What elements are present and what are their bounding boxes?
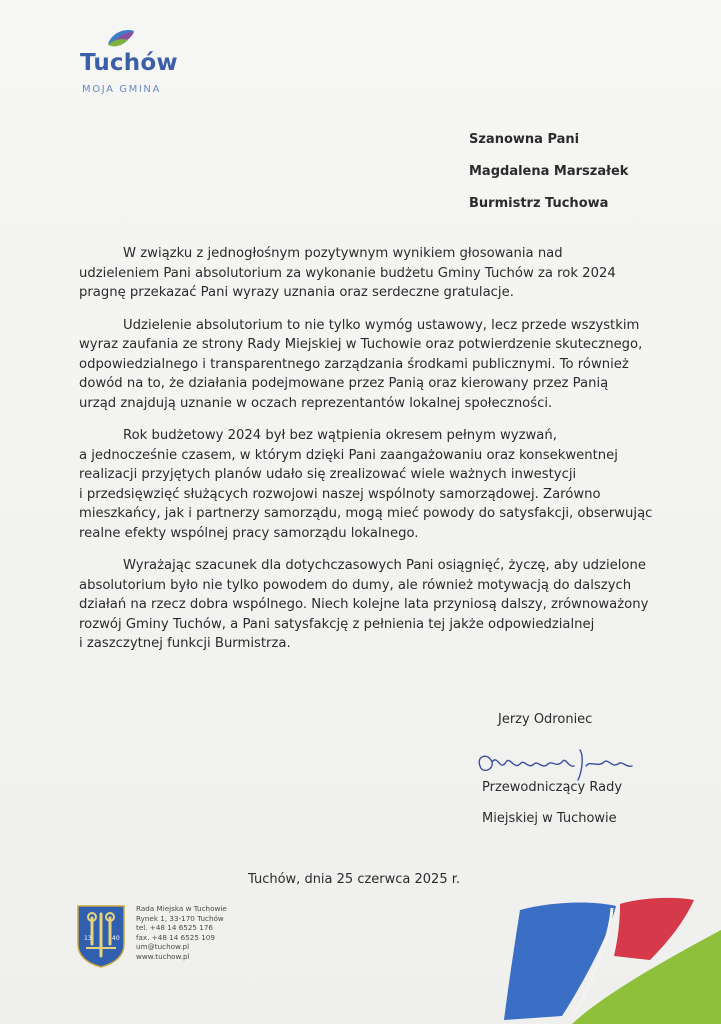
addressee-block [469, 124, 628, 220]
signatory-title-line2: Miejskiej w Tuchowie [482, 811, 617, 826]
text-line: i zaszczytnej funkcji Burmistrza. [79, 636, 291, 651]
footer-contact-info [136, 904, 227, 962]
handwritten-signature [470, 736, 650, 786]
text-line: a jednocześnie czasem, w którym dzięki Pani zaangażowaniu oraz konsekwentnej [79, 447, 618, 463]
letter-body [79, 244, 653, 667]
text-line: W związku z jednogłośnym pozytywnym wynikiem głosowania nad [123, 246, 563, 261]
paragraph-2 [79, 316, 643, 414]
logo-subtitle: MOJA GMINA [82, 84, 161, 95]
addressee-name: Magdalena Marszałek [469, 164, 629, 179]
footer-org: Rada Miejska w Tuchowie [136, 904, 227, 913]
svg-text:13: 13 [84, 935, 92, 942]
logo-name: Tuchów [80, 50, 178, 76]
footer-website: www.tuchow.pl [136, 951, 190, 961]
text-line: i przedsięwzięć służących rozwojowi naszej wspólnoty samorządowej. Zarówno [79, 486, 601, 502]
addressee-title: Burmistrz Tuchowa [469, 196, 609, 211]
text-line: realizacji przyjętych planów udało się zrealizować wiele ważnych inwestycji [79, 467, 577, 482]
decorative-ribbons-graphic [480, 878, 721, 1024]
signatory-title-line1: Przewodniczący Rady [482, 780, 623, 795]
text-line: odpowiedzialnego i transparentnego zarządzania środkami publicznymi. To również [79, 356, 629, 372]
footer-email: um@tuchow.pl [136, 942, 190, 952]
date-place-line: Tuchów, dnia 25 czerwca 2025 r. [248, 872, 461, 887]
text-line: Rok budżetowy 2024 był bez wątpienia okresem pełnym wyzwań, [123, 428, 557, 443]
text-line: wyraz zaufania ze strony Rady Miejskiej w Tuchowie oraz potwierdzenie skutecznego, [79, 337, 643, 352]
coat-of-arms-icon [76, 904, 126, 968]
text-line: urząd znajdują uznanie w oczach reprezentantów lokalnej społeczności. [79, 395, 553, 411]
svg-text:40: 40 [112, 935, 120, 942]
text-line: udzieleniem Pani absolutorium za wykonanie budżetu Gminy Tuchów za rok 2024 [79, 265, 616, 281]
tuchow-logo [80, 28, 178, 103]
text-line: absolutorium było nie tylko powodem do dumy, ale również motywacją do dalszych [79, 577, 632, 593]
paragraph-3 [79, 426, 653, 543]
addressee-salutation: Szanowna Pani [469, 132, 580, 147]
text-line: pragnę przekazać Pani wyrazy uznania oraz serdeczne gratulacje. [79, 285, 514, 300]
text-line: dowód na to, że działania podejmowane przez Panią oraz kierowany przez Panią [79, 376, 609, 391]
text-line: Wyrażając szacunek dla dotychczasowych Pani osiągnięć, życzę, aby udzielone [123, 558, 646, 573]
text-line: działań na rzecz dobra wspólnego. Niech kolejne lata przyniosą dalszy, zrównoważony [79, 597, 649, 612]
text-line: Udzielenie absolutorium to nie tylko wymóg ustawowy, lecz przede wszystkim [123, 317, 640, 333]
text-line: rozwój Gminy Tuchów, a Pani satysfakcję z pełnienia tej jakże odpowiedzialnej [79, 616, 595, 632]
text-line: realne efekty wspólnej pracy samorządu lokalnego. [79, 525, 419, 541]
paragraph-4 [79, 556, 649, 654]
leaf-logo-icon [106, 28, 136, 50]
footer-fax: fax. +48 14 6525 109 [136, 932, 215, 942]
text-line: mieszkańcy, jak i partnerzy samorządu, mogą mieć powody do satysfakcji, obserwując [79, 506, 653, 521]
footer-address: Rynek 1, 33-170 Tuchów [136, 913, 224, 923]
signatory-name: Jerzy Odroniec [498, 712, 593, 727]
paragraph-1 [79, 244, 639, 303]
footer-phone: tel. +48 14 6525 176 [136, 923, 213, 933]
